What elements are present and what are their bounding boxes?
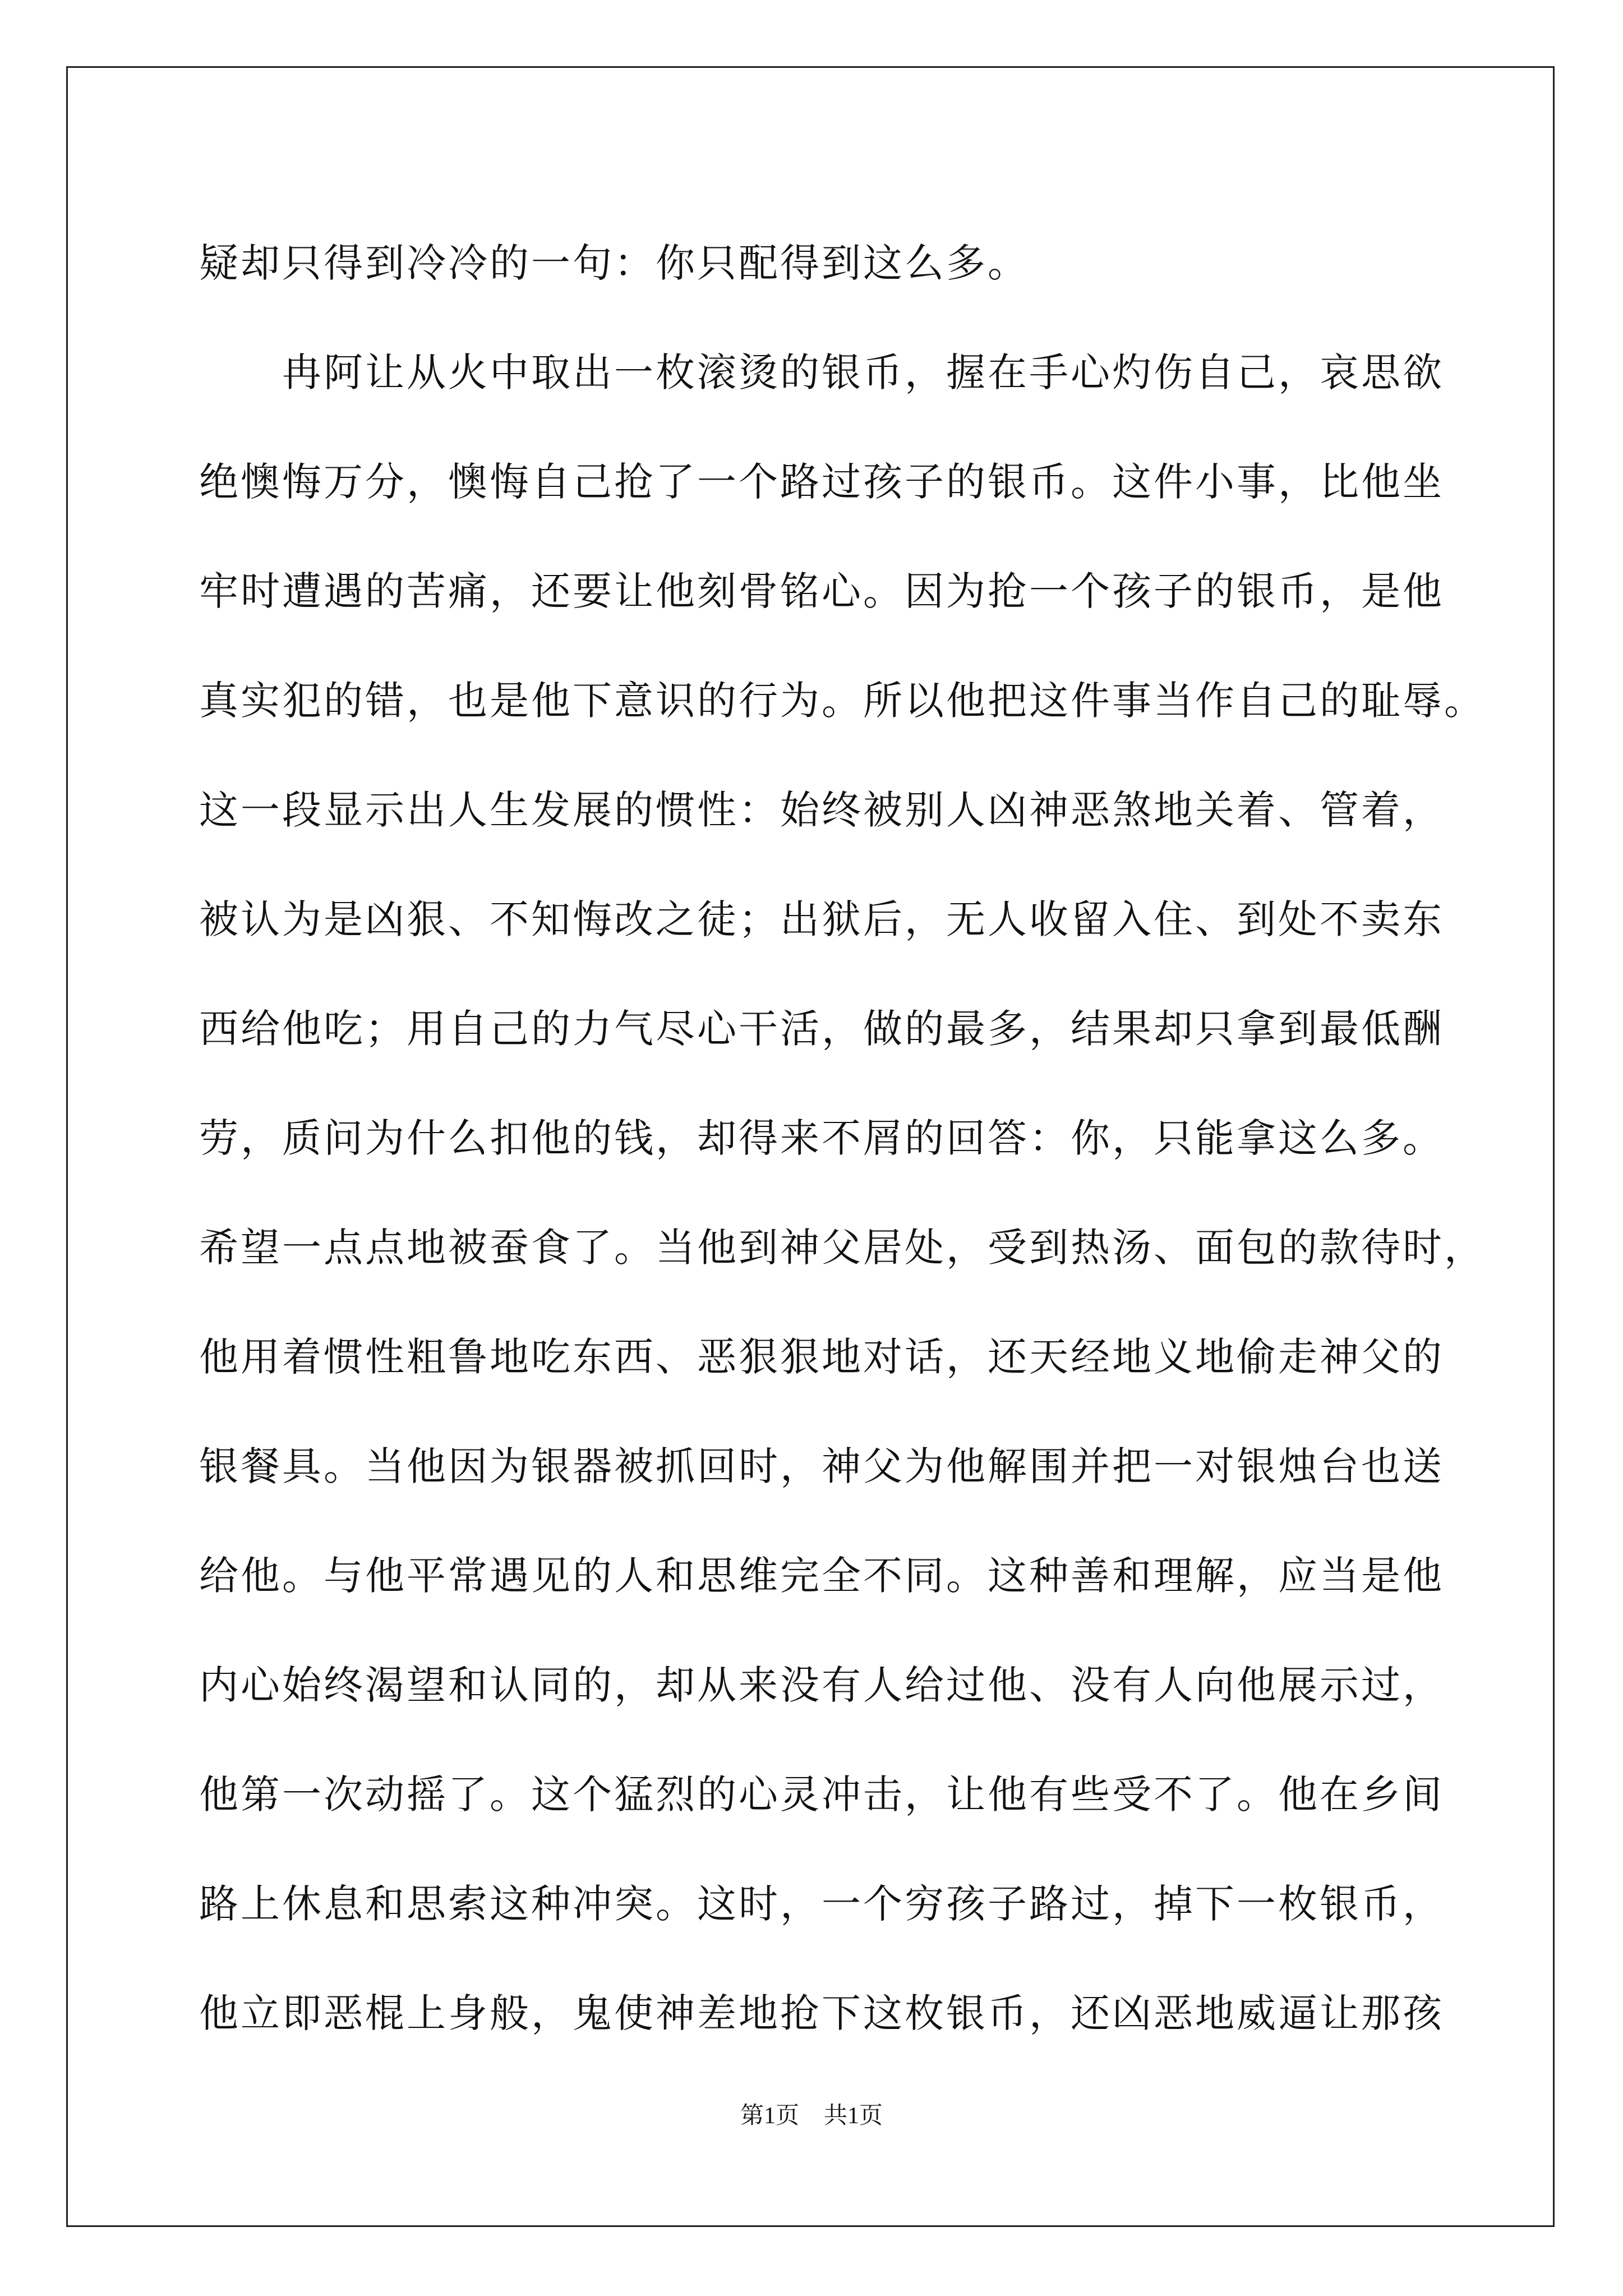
- text-line: 银餐具。当他因为银器被抓回时，神父为他解围并把一对银烛台也送: [199, 1443, 1444, 1489]
- text-line: 希望一点点地被蚕食了。当他到神父居处，受到热汤、面包的款待时，: [199, 1225, 1486, 1271]
- text-line: 绝懊悔万分，懊悔自己抢了一个路过孩子的银币。这件小事，比他坐: [199, 459, 1444, 505]
- text-line: 真实犯的错，也是他下意识的行为。所以他把这件事当作自己的耻辱。: [199, 678, 1486, 724]
- text-line: 给他。与他平常遇见的人和思维完全不同。这种善和理解，应当是他: [199, 1553, 1444, 1599]
- text-line: 路上休息和思索这种冲突。这时，一个穷孩子路过，掉下一枚银币，: [199, 1881, 1444, 1927]
- text-line: 他立即恶棍上身般，鬼使神差地抢下这枚银币，还凶恶地威逼让那孩: [199, 1990, 1444, 2036]
- text-line: 他用着惯性粗鲁地吃东西、恶狠狠地对话，还天经地义地偷走神父的: [199, 1334, 1444, 1380]
- text-line: 被认为是凶狠、不知悔改之徒；出狱后，无人收留入住、到处不卖东: [199, 896, 1444, 942]
- text-line: 内心始终渴望和认同的，却从来没有人给过他、没有人向他展示过，: [199, 1662, 1444, 1708]
- page-footer: [0, 2097, 1623, 2131]
- document-body: [199, 209, 1486, 2068]
- text-line: 他第一次动摇了。这个猛烈的心灵冲击，让他有些受不了。他在乡间: [199, 1772, 1444, 1818]
- text-line: 这一段显示出人生发展的惯性：始终被别人凶神恶煞地关着、管着，: [199, 787, 1444, 833]
- text-line: 劳，质问为什么扣他的钱，却得来不屑的回答：你，只能拿这么多。: [199, 1115, 1444, 1161]
- text-line: 牢时遭遇的苦痛，还要让他刻骨铭心。因为抢一个孩子的银币，是他: [199, 568, 1444, 614]
- page-number: 第1页: [740, 2103, 799, 2129]
- text-line: 西给他吃；用自己的力气尽心干活，做的最多，结果却只拿到最低酬: [199, 1006, 1444, 1052]
- text-line: 疑却只得到冷冷的一句：你只配得到这么多。: [199, 240, 1029, 286]
- paragraph-first-line: 冉阿让从火中取出一枚滚烫的银币，握在手心灼伤自己，哀思欲: [282, 349, 1444, 395]
- page-total: 共1页: [824, 2103, 883, 2129]
